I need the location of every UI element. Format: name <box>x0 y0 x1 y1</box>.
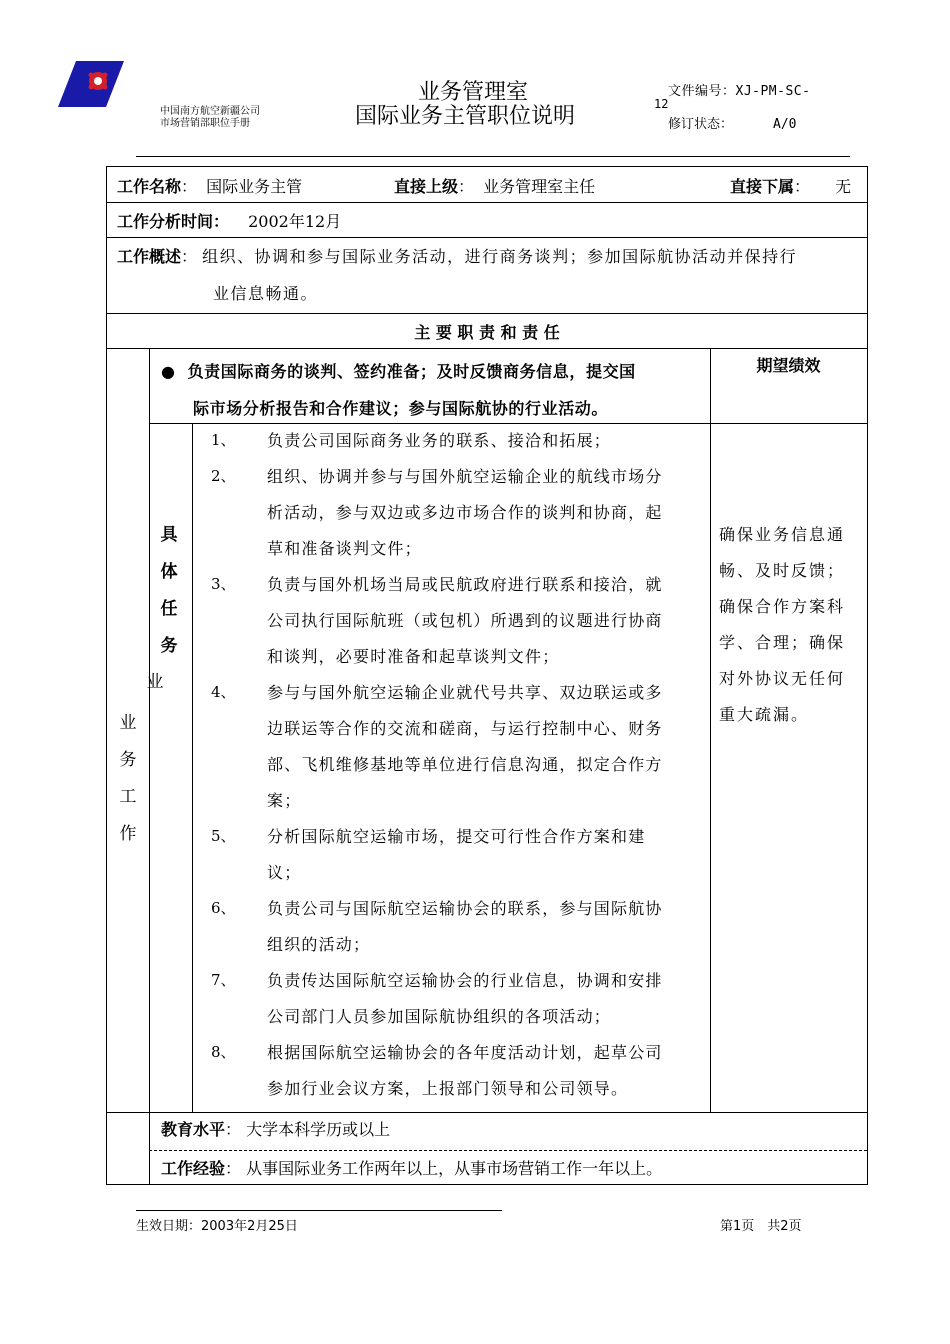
document-number: 文件编号：XJ-PM-SC- <box>668 84 811 99</box>
summary-row: 工作概述： 组织、协调和参与国际业务活动，进行商务谈判；参加国际航协活动并保持行 <box>117 247 798 266</box>
job-name-row: 工作名称： 国际业务主管 <box>117 177 303 196</box>
page-title: 国际业务主管职位说明 <box>355 104 576 129</box>
main-duty: ● 负责国际商务的谈判、签约准备；及时反馈商务信息，提交国 际市场分析报告和合作建议；参与国际航协的行业活动。 <box>161 362 636 418</box>
task-line: 分析国际航空运输市场，提交可行性合作方案和建 <box>267 827 646 846</box>
superior-label: 直接上级 <box>394 177 459 196</box>
task-number: 3、 <box>211 575 236 593</box>
experience-row: 工作经验： 从事国际业务工作两年以上，从事市场营销工作一年以上。 <box>161 1159 663 1178</box>
task-line: 析活动，参与双边或多边市场合作的谈判和协商，起 <box>267 503 663 522</box>
revision-status: 修订状态： A/0 <box>668 117 797 132</box>
department-title: 业务管理室 <box>418 80 529 105</box>
bullet-icon: ● <box>161 362 176 381</box>
subordinate-row: 直接下属： 无 <box>730 177 852 196</box>
education-label: 教育水平 <box>161 1120 226 1139</box>
task-line: 和谈判，必要时准备和起草谈判文件； <box>267 647 560 666</box>
job-name-value: 国际业务主管 <box>206 177 303 196</box>
subordinate-value: 无 <box>835 177 852 196</box>
education-row: 教育水平： 大学本科学历或以上 <box>161 1120 391 1139</box>
task-line: 组织、协调并参与与国外航空运输企业的航线市场分 <box>267 467 663 486</box>
summary-line-1: 组织、协调和参与国际业务活动，进行商务谈判；参加国际航协活动并保持行 <box>202 247 798 266</box>
task-line: 负责公司与国际航空运输协会的联系，参与国际航协 <box>267 899 663 918</box>
task-number: 6、 <box>211 899 236 917</box>
task-line: 草和准备谈判文件； <box>267 539 422 558</box>
task-line: 部、飞机维修基地等单位进行信息沟通，拟定合作方 <box>267 755 663 774</box>
expected-performance: 确保业务信息通 畅、及时反馈； 确保合作方案科 学、合理；确保 对外协议无任何 重大疏漏。 <box>719 525 846 724</box>
task-line: 负责与国外机场当局或民航政府进行联系和接洽，就 <box>267 575 663 594</box>
task-number: 1、 <box>211 431 236 449</box>
task-line: 负责传达国际航空运输协会的行业信息，协调和安排 <box>267 971 663 990</box>
tasks-label: 具 体 任 务 <box>160 525 178 656</box>
task-line: 边联运等合作的交流和磋商，与运行控制中心、财务 <box>267 719 663 738</box>
task-line: 负责公司国际商务业务的联系、接洽和拓展； <box>267 431 612 450</box>
task-line: 参与与国外航空运输企业就代号共享、双边联运或多 <box>267 683 663 702</box>
education-value: 大学本科学历或以上 <box>246 1120 391 1139</box>
task-line: 根据国际航空运输协会的各年度活动计划，起草公司 <box>267 1043 663 1062</box>
effective-date: 生效日期：2003年2月25日 <box>136 1219 298 1234</box>
company-logo-icon <box>58 61 124 107</box>
company-name: 中国南方航空新疆公司 市场营销部职位手册 <box>160 106 260 129</box>
task-line: 案； <box>267 791 302 810</box>
page-info: 第1页 共2页 <box>720 1219 802 1234</box>
task-line: 公司执行国际航班（或包机）所遇到的议题进行协商 <box>267 611 663 630</box>
side-label-top: 业 <box>146 672 164 692</box>
experience-value: 从事国际业务工作两年以上，从事市场营销工作一年以上。 <box>246 1159 663 1178</box>
analysis-time-label: 工作分析时间： <box>117 212 230 231</box>
experience-label: 工作经验 <box>161 1159 226 1178</box>
superior-row: 直接上级： 业务管理室主任 <box>394 177 596 196</box>
document-number-cont: 12 <box>654 97 669 111</box>
task-number: 7、 <box>211 971 236 989</box>
footer-rule <box>136 1210 502 1211</box>
job-name-label: 工作名称 <box>117 177 182 196</box>
analysis-time-value: 2002年12月 <box>248 212 342 231</box>
task-line: 参加行业会议方案，上报部门领导和公司领导。 <box>267 1079 629 1098</box>
task-number: 4、 <box>211 683 236 701</box>
summary-line-2: 业信息畅通。 <box>213 284 319 303</box>
analysis-time-row <box>117 209 341 232</box>
task-line: 议； <box>267 863 302 882</box>
section-title: 主 要 职 责 和 责 任 <box>414 323 560 342</box>
job-description-table <box>106 166 868 1185</box>
task-line: 组织的活动； <box>267 935 371 954</box>
superior-value: 业务管理室主任 <box>483 177 596 196</box>
task-number: 8、 <box>211 1043 236 1061</box>
summary-label: 工作概述 <box>117 247 182 266</box>
expected-header: 期望绩效 <box>756 356 821 375</box>
header-rule <box>136 156 850 157</box>
task-number: 2、 <box>211 467 236 485</box>
subordinate-label: 直接下属 <box>730 177 795 196</box>
task-number: 5、 <box>211 827 236 845</box>
task-line: 公司部门人员参加国际航协组织的各项活动； <box>267 1007 612 1026</box>
side-label: 业 务 工 作 <box>119 713 137 844</box>
